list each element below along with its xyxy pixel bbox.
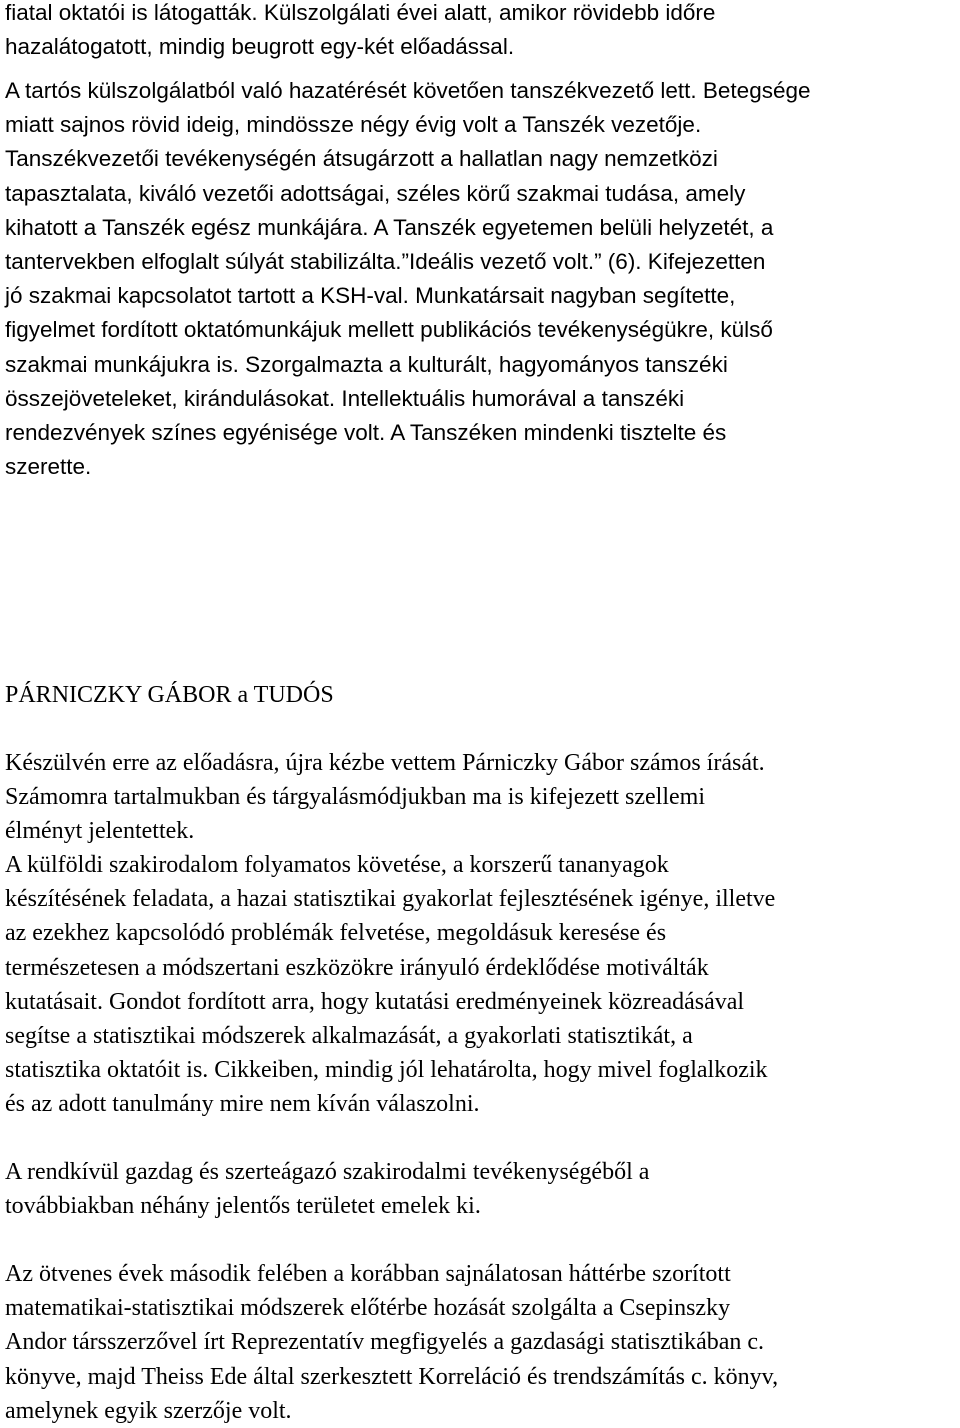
text-line: kihatott a Tanszék egész munkájára. A Tanszék egyetemen belüli helyzetét, a bbox=[5, 214, 774, 240]
text-line: tapasztalata, kiváló vezetői adottságai, széles körű szakmai tudása, amely bbox=[5, 180, 746, 206]
paragraph-intro-continuation bbox=[5, 0, 715, 64]
text-line: statisztika oktatóit is. Cikkeiben, mindig jól lehatárolta, hogy mivel foglalkozik bbox=[5, 1057, 768, 1084]
text-line: segítse a statisztikai módszerek alkalmazását, a gyakorlati statisztikát, a bbox=[5, 1023, 693, 1050]
text-line: és az adott tanulmány mire nem kíván válaszolni. bbox=[5, 1091, 480, 1118]
text-line: hazalátogatott, mindig beugrott egy-két előadással. bbox=[5, 34, 515, 60]
text-line: szerette. bbox=[5, 454, 92, 480]
text-line: kutatásait. Gondot fordított arra, hogy kutatási eredményeinek közreadásával bbox=[5, 988, 745, 1015]
text-line: Készülvén erre az előadásra, újra kézbe vettem Párniczky Gábor számos írását. bbox=[5, 750, 765, 776]
text-line: Számomra tartalmukban és tárgyalásmódjukban ma is kifejezett szellemi bbox=[5, 784, 705, 811]
text-line: fiatal oktatói is látogatták. Külszolgálati évei alatt, amikor rövidebb időre bbox=[5, 0, 716, 25]
paragraph-literature-overview bbox=[5, 1155, 649, 1223]
text-line: Andor társszerzővel írt Reprezentatív megfigyelés a gazdasági statisztikában c. bbox=[5, 1329, 765, 1356]
text-line: Tanszékvezetői tevékenységén átsugárzott a hallatlan nagy nemzetközi bbox=[5, 146, 718, 172]
text-line: A tartós külszolgálatból való hazatérését követően tanszékvezető lett. Betegsége bbox=[5, 78, 811, 103]
text-line: természetesen a módszertani eszközökre irányuló érdeklődése motiválták bbox=[5, 954, 709, 981]
text-line: figyelmet fordított oktatómunkájuk mellett publikációs tevékenységükre, külső bbox=[5, 317, 773, 343]
text-line: A külföldi szakirodalom folyamatos követése, a korszerű tananyagok bbox=[5, 852, 669, 878]
text-line: készítésének feladata, a hazai statisztikai gyakorlat fejlesztésének igénye, illetve bbox=[5, 886, 776, 913]
text-line: továbbiakban néhány jelentős területet emelek ki. bbox=[5, 1193, 481, 1220]
text-line: miatt sajnos rövid ideig, mindössze négy évig volt a Tanszék vezetője. bbox=[5, 112, 702, 138]
text-line: amelynek egyik szerzője volt. bbox=[5, 1397, 292, 1424]
text-line: élményt jelentettek. bbox=[5, 818, 195, 845]
text-line: jó szakmai kapcsolatot tartott a KSH-val. Munkatársait nagyban segítette, bbox=[5, 283, 736, 309]
text-line: tantervekben elfoglalt súlyát stabilizálta.”Ideális vezető volt.” (6). Kifejezetten bbox=[5, 249, 766, 275]
text-line: A rendkívül gazdag és szerteágazó szakirodalmi tevékenységéből a bbox=[5, 1159, 650, 1185]
text-line: az ezekhez kapcsolódó problémák felvetése, megoldásuk keresése és bbox=[5, 920, 667, 947]
section-heading: PÁRNICZKY GÁBOR a TUDÓS bbox=[5, 682, 334, 708]
paragraph-fifties-books bbox=[5, 1257, 778, 1428]
text-line: szakmai munkájukra is. Szorgalmazta a kulturált, hagyományos tanszéki bbox=[5, 351, 728, 377]
paragraph-preparation bbox=[5, 746, 765, 849]
paragraph-department-head bbox=[5, 74, 811, 484]
text-line: matematikai-statisztikai módszerek előtérbe hozását szolgálta a Csepinszky bbox=[5, 1295, 731, 1322]
text-line: rendezvények színes egyénisége volt. A Tanszéken mindenki tisztelte és bbox=[5, 420, 727, 446]
text-line: összejöveteleket, kirándulásokat. Intellektuális humorával a tanszéki bbox=[5, 385, 685, 411]
text-line: könyve, majd Theiss Ede által szerkesztett Korreláció és trendszámítás c. könyv, bbox=[5, 1363, 779, 1390]
text-line: Az ötvenes évek második felében a korábban sajnálatosan háttérbe szorított bbox=[5, 1261, 731, 1287]
paragraph-research-motivation bbox=[5, 848, 775, 1122]
